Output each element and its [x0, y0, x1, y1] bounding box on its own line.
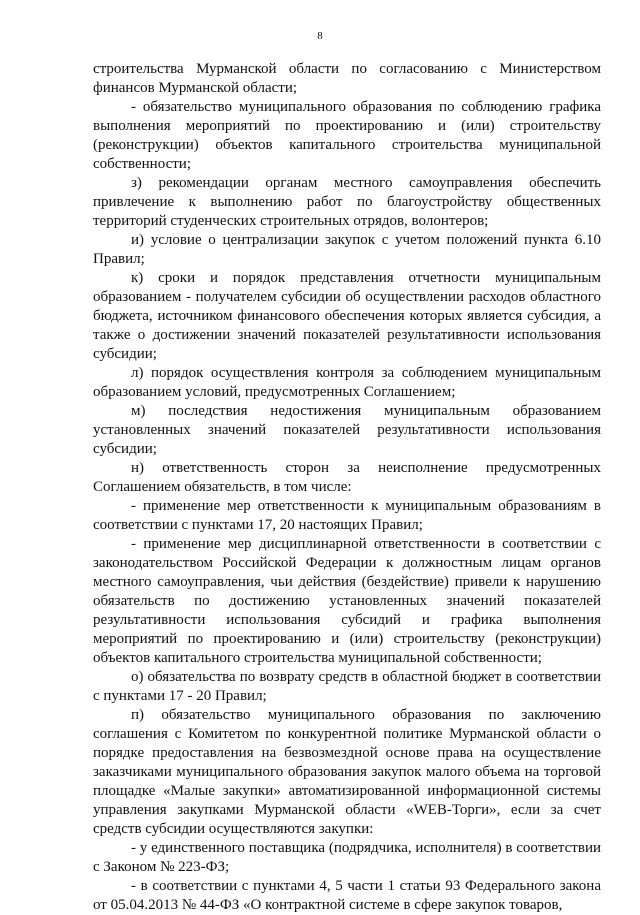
- page-number: 8: [317, 30, 323, 42]
- paragraph: о) обязательства по возврату средств в областной бюджет в соответствии с пунктами 17 - 20 Правил;: [93, 669, 601, 704]
- paragraph: - обязательство муниципального образования по соблюдению графика выполнения мероприятий по проектированию и (или) строительству (реконструкции) объектов капитального строительства муниципальной собственности;: [93, 99, 601, 172]
- paragraph: н) ответственность сторон за неисполнение предусмотренных Соглашением обязательств, в том числе:: [93, 460, 601, 495]
- paragraph: м) последствия недостижения муниципальным образованием установленных значений показателей результативности использования субсидии;: [93, 403, 601, 457]
- paragraph: л) порядок осуществления контроля за соблюдением муниципальным образованием условий, предусмотренных Соглашением;: [93, 365, 601, 400]
- paragraph: и) условие о централизации закупок с учетом положений пункта 6.10 Правил;: [93, 232, 601, 267]
- paragraph: з) рекомендации органам местного самоуправления обеспечить привлечение к выполнению работ по благоустройству общественных территорий студенческих строительных отрядов, волонтеров;: [93, 175, 601, 229]
- paragraph: - применение мер ответственности к муниципальным образованиям в соответствии с пунктами 17, 20 настоящих Правил;: [93, 498, 601, 533]
- paragraph: к) сроки и порядок представления отчетности муниципальным образованием - получателем субсидии об осуществлении расходов областного бюджета, источником финансового обеспечения которых является субсидия, а также о достижении значений показателей результативности использования субсидии;: [93, 270, 601, 362]
- paragraph: - в соответствии с пунктами 4, 5 части 1 статьи 93 Федерального закона от 05.04.2013 № 44-ФЗ «О контрактной системе в сфере закупок товаров,: [93, 878, 601, 913]
- paragraph: - у единственного поставщика (подрядчика, исполнителя) в соответствии с Законом № 223-ФЗ;: [93, 840, 601, 875]
- paragraph: строительства Мурманской области по согласованию с Министерством финансов Мурманской области;: [93, 61, 601, 96]
- paragraph: - применение мер дисциплинарной ответственности в соответствии с законодательством Российской Федерации к должностным лицам органов местного самоуправления, чьи действия (бездействие) привели к нарушению обязательств по достижению установленных значений показателей результативности использования субсидий и графика выполнения мероприятий по проектированию и (или) строительству (реконструкции) объектов капитального строительства муниципальной собственности;: [93, 536, 601, 666]
- document-body: [93, 60, 601, 915]
- paragraph: п) обязательство муниципального образования по заключению соглашения с Комитетом по конкурентной политике Мурманской области о порядке предоставления на безвозмездной основе права на осуществление заказчиками муниципального образования закупок малого объема на торговой площадке «Малые закупки» автоматизированной информационной системы управления закупками Мурманской области «WEB-Торги», если за счет средств субсидии осуществляются закупки:: [93, 707, 601, 837]
